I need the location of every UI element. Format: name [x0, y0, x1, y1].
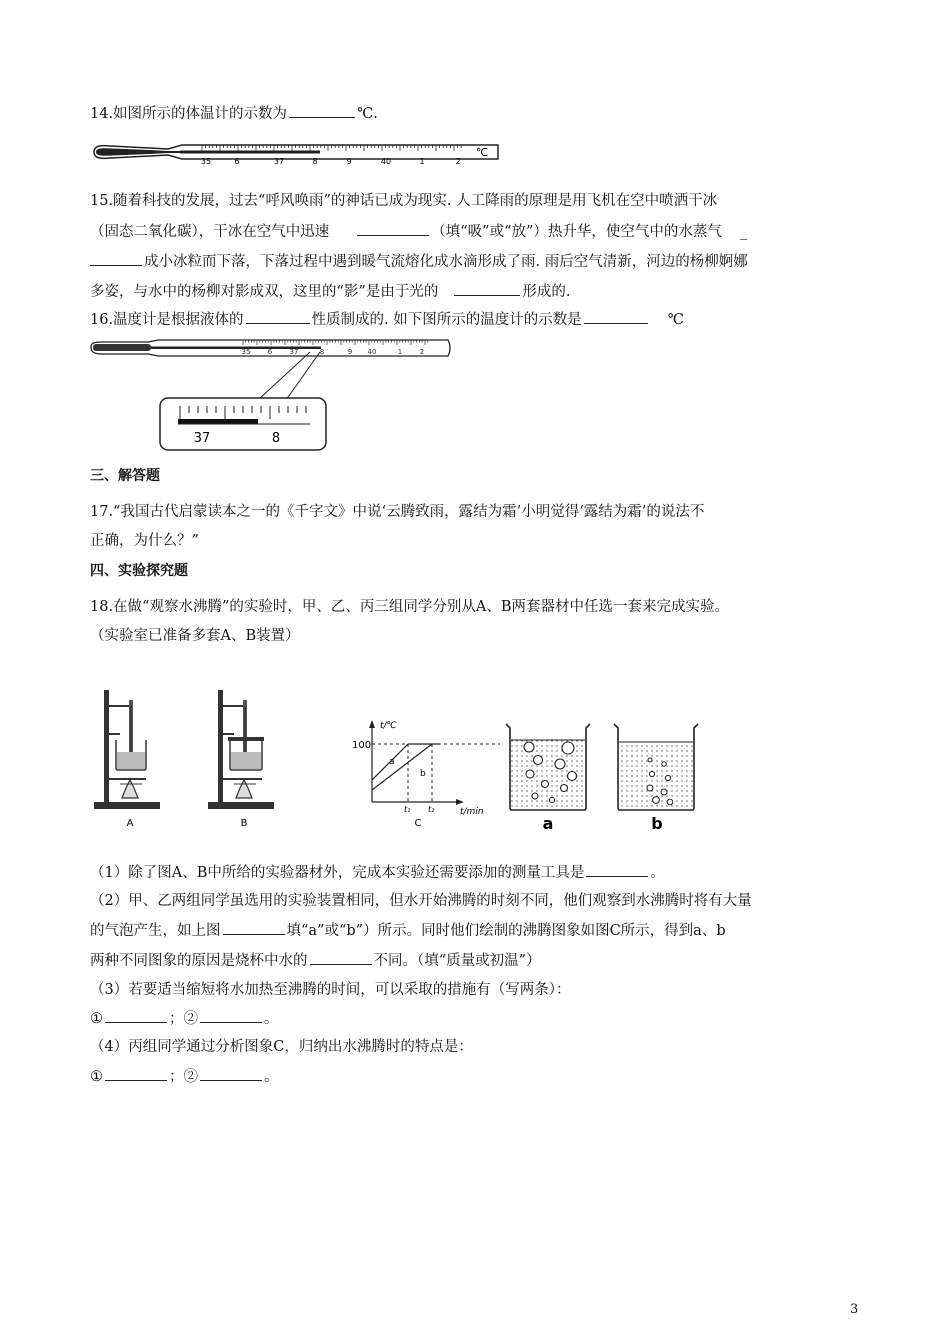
- graph-line-b: b: [420, 769, 426, 779]
- graph-y-label: t/℃: [380, 721, 397, 731]
- q18-s3-answers: ① ；② 。: [90, 1008, 279, 1029]
- graph-t2: t₂: [428, 805, 435, 814]
- thermo2-zoom-left: 37: [193, 431, 211, 446]
- q18-s2-line3: 两种不同图象的原因是烧杯中水的 不同。（填“质量或初温”）: [90, 950, 541, 971]
- q18-blank-4[interactable]: [105, 1008, 167, 1023]
- thermo2-label-5: 40: [367, 348, 377, 356]
- graph-t1: t₁: [404, 805, 411, 814]
- q18-s2-line1: （2）甲、乙两组同学虽选用的实验装置相同，但水开始沸腾的时刻不同，他们观察到水沸腾时将有大量: [90, 893, 752, 909]
- q15-line2: （固态二氧化碳），干冰在空气中迅速 （填“吸”或“放”）热升华，使空气中的水蒸气 _: [90, 221, 747, 242]
- fig-label-A: A: [126, 818, 134, 829]
- q18-blank-1[interactable]: [586, 862, 648, 877]
- q18-blank-6[interactable]: [105, 1066, 167, 1081]
- q14-blank[interactable]: [289, 103, 355, 118]
- q18-line2: （实验室已准备多套A、B装置）: [90, 628, 300, 644]
- section-title-4: 四、实验探究题: [90, 563, 188, 579]
- apparatus-b: [208, 690, 274, 809]
- thermo1-label-0: 35: [200, 157, 212, 166]
- beaker-b: [614, 724, 698, 810]
- thermo2-label-2: 37: [289, 348, 299, 356]
- q18-s1: （1）除了图A、B中所给的实验器材外，完成本实验还需要添加的测量工具是 。: [90, 862, 665, 883]
- q18-s4: （4）丙组同学通过分析图象C，归纳出水沸腾时的特点是：: [90, 1039, 473, 1055]
- thermo2-label-1: 6: [267, 348, 273, 356]
- thermo1-label-5: 40: [380, 157, 392, 166]
- thermo2-label-0: 35: [241, 348, 251, 356]
- apparatus-figures: [90, 684, 710, 834]
- q18-blank-5[interactable]: [200, 1008, 262, 1023]
- thermometer-1: [90, 134, 502, 170]
- fig-label-b: b: [651, 814, 663, 833]
- q18-line1: 18.在做“观察水沸腾”的实验时，甲、乙、丙三组同学分别从A、B两套器材中任选一套来完成实验。: [90, 599, 730, 615]
- thermo1-label-2: 37: [273, 157, 285, 166]
- q18-s3: （3）若要适当缩短将水加热至沸腾的时间，可以采取的措施有（写两条）：: [90, 982, 571, 998]
- q16-blank-2[interactable]: [584, 309, 648, 324]
- fig-label-C: C: [414, 818, 422, 829]
- thermo2-zoom-right: 8: [271, 431, 281, 446]
- q16-text: 16.温度计是根据液体的 性质制成的. 如下图所示的温度计的示数是 ℃: [90, 309, 684, 330]
- q18-s2-line2: 的气泡产生，如上图 填“a”或“b”）所示。同时他们绘制的沸腾图象如图C所示，得到a、b: [90, 920, 726, 941]
- page-number: 3: [850, 1302, 859, 1317]
- q18-s4-answers: ① ；② 。: [90, 1066, 279, 1087]
- thermo1-unit: ℃: [475, 146, 489, 159]
- q17-line2: 正确，为什么？”: [90, 533, 199, 549]
- apparatus-a: [94, 690, 160, 809]
- thermo1-label-1: 6: [234, 157, 240, 166]
- graph-y-tick: 100: [352, 740, 372, 751]
- q15-blank-3[interactable]: [454, 281, 520, 296]
- graph-line-a: a: [389, 757, 395, 767]
- q15-line4: 多姿，与水中的杨柳对影成双，这里的“影”是由于光的 形成的.: [90, 281, 570, 302]
- q16-blank-1[interactable]: [246, 309, 310, 324]
- thermometer-2: [88, 334, 454, 456]
- q15-line3: 成小冰粒而下落，下落过程中遇到暖气流熔化成水滴形成了雨. 雨后空气清新，河边的杨柳婀娜: [90, 251, 748, 272]
- thermo2-label-6: 1: [397, 348, 403, 356]
- thermo1-label-6: 1: [419, 157, 425, 166]
- thermo1-label-3: 8: [312, 157, 318, 166]
- q18-blank-3[interactable]: [310, 950, 372, 965]
- thermo1-label-7: 2: [455, 157, 461, 166]
- q18-blank-7[interactable]: [200, 1066, 262, 1081]
- q15-blank-1[interactable]: [357, 221, 429, 236]
- q17-line1: 17.“我国古代启蒙读本之一的《千字文》中说‘云腾致雨，露结为霜’小明觉得‘露结为霜’的说法不: [90, 504, 705, 520]
- q18-blank-2[interactable]: [223, 920, 285, 935]
- beaker-a: [506, 724, 590, 810]
- thermo1-label-4: 9: [346, 157, 352, 166]
- thermo2-label-4: 9: [347, 348, 353, 356]
- thermo2-label-7: 2: [419, 348, 425, 356]
- section-title-3: 三、解答题: [90, 468, 160, 484]
- thermo2-label-3: 8: [319, 348, 325, 356]
- q15-line1: 15.随着科技的发展，过去“呼风唤雨”的神话已成为现实. 人工降雨的原理是用飞机在空中喷洒干冰: [90, 193, 718, 209]
- q15-blank-2[interactable]: [90, 251, 142, 266]
- fig-label-B: B: [240, 818, 248, 829]
- q14-text: 14.如图所示的体温计的示数为 ℃.: [90, 103, 378, 124]
- fig-label-a: a: [542, 814, 554, 833]
- graph-x-label: t/min: [460, 807, 484, 817]
